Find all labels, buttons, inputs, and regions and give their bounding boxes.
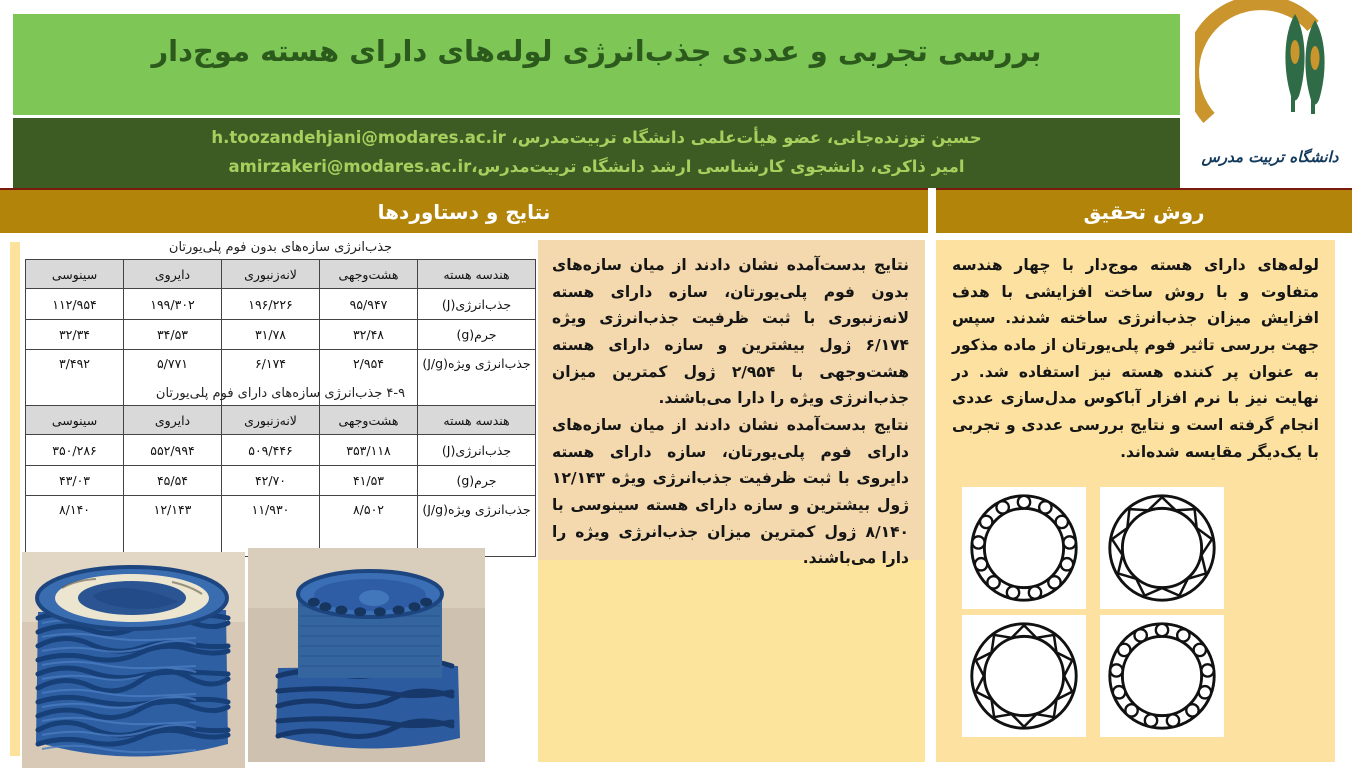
table-col-header: لانه‌زنبوری — [222, 260, 320, 289]
author-bar — [13, 118, 1180, 188]
table-cell: ۴۱/۵۳ — [320, 466, 418, 496]
table-cell: ۳۲/۴۸ — [320, 320, 418, 350]
tube-cross-section-circles-1 — [962, 487, 1086, 609]
photo-crushed-specimen-with-foam — [22, 552, 245, 768]
table-cell: ۴۵/۵۴ — [124, 466, 222, 496]
table-with-foam-title: ۴-۹ جذب‌انرژی سازه‌های دارای فوم پلی‌یورتان — [155, 386, 406, 401]
table-cell: ۳۵۳/۱۱۸ — [320, 435, 418, 466]
table-cell: ۸/۱۴۰ — [26, 496, 124, 557]
table-row-label: جذب‌انرژی ویژه(J/g) — [418, 496, 536, 557]
table-cell: ۳۴/۵۳ — [124, 320, 222, 350]
section-method-header: روش تحقیق — [936, 188, 1352, 233]
table-row-label: جذب‌انرژی ویژه(J/g) — [418, 350, 536, 411]
results-panel — [8, 238, 538, 762]
tube-cross-section-zigzag-3 — [962, 615, 1086, 737]
table-row — [26, 320, 536, 350]
poster-title-bar — [13, 14, 1180, 115]
university-logo-caption: دانشگاه تربیت مدرس — [1201, 148, 1339, 166]
table-cell: ۵۵۲/۹۹۴ — [124, 435, 222, 466]
tube-cross-section-zigzag-2 — [1100, 487, 1224, 609]
table-col-header: دایروی — [124, 260, 222, 289]
table-cell: ۲/۹۵۴ — [320, 350, 418, 411]
results-paragraph-1: نتایج بدست‌آمده نشان دادند از میان سازه‌های بدون فوم پلی‌یورتان، سازه دارای هسته لانه‌زنبوری با ثبت ظرفیت جذب‌انرژی ویژه ۶/۱۷۴ ژول بیشترین و سازه دارای هسته هشت‌وجهی با ۲/۹۵۴ ژول کمترین میزان جذب‌انرژی ویژه را دارا می‌باشند. — [552, 256, 909, 408]
table-cell: ۱۹۹/۳۰۲ — [124, 289, 222, 320]
results-text-panel — [538, 240, 925, 762]
table-row-label: جذب‌انرژی(J) — [418, 435, 536, 466]
table-row — [26, 435, 536, 466]
tarbiat-modares-logo-icon — [1195, 0, 1345, 150]
results-textbox — [538, 240, 925, 568]
table-cell: ۳۲/۳۴ — [26, 320, 124, 350]
table-col-header: هندسه هسته — [418, 260, 536, 289]
results-paragraph-2: نتایج بدست‌آمده نشان دادند از میان سازه‌های دارای فوم پلی‌یورتان، سازه دارای هسته دایروی با ثبت ظرفیت جذب‌انرژی ویژه ۱۲/۱۴۳ ژول بیشترین و سازه دارای هسته سینوسی با ۸/۱۴۰ ژول کمترین میزان جذب‌انرژی ویژه را دارا می‌باشند. — [552, 415, 909, 568]
university-logo — [1188, 0, 1352, 190]
method-paragraph: لوله‌های دارای هسته موج‌دار با چهار هندسه متفاوت و با روش ساخت افزایشی با هدف افزایش میزان جذب‌انرژی ساخته شدند. سپس جهت بررسی تاثیر فوم پلی‌یورتان از ماده مذکور به عنوان پر کننده هسته نیز استفاده شد. در نهایت نیز با نرم افزار آباکوس مدل‌سازی عددی انجام گرفته است و نتایج بررسی عددی و تجربی با یک‌دیگر مقایسه شده‌اند. — [952, 256, 1319, 461]
table-cell: ۹۵/۹۴۷ — [320, 289, 418, 320]
method-panel — [936, 240, 1335, 762]
table-cell: ۵۰۹/۴۴۶ — [222, 435, 320, 466]
table-cell: ۱۲/۱۴۳ — [124, 496, 222, 557]
table-row-label: جذب‌انرژی(J) — [418, 289, 536, 320]
table-row-label: جرم(g) — [418, 320, 536, 350]
table-col-header: سینوسی — [26, 406, 124, 435]
table-col-header: هشت‌وجهی — [320, 406, 418, 435]
poster-title: بررسی تجربی و عددی جذب‌انرژی لوله‌های دارای هسته موج‌دار — [151, 34, 1042, 68]
table-with-foam-block — [25, 386, 536, 557]
section-results-header: نتایج و دستاوردها — [0, 188, 928, 233]
table-col-header: هشت‌وجهی — [320, 260, 418, 289]
tube-cross-sections-grid — [962, 487, 1224, 745]
table-col-header: هندسه هسته — [418, 406, 536, 435]
tube-cross-section-circles-4 — [1100, 615, 1224, 737]
table-cell: ۱۱/۹۳۰ — [222, 496, 320, 557]
table-cell: ۳۱/۷۸ — [222, 320, 320, 350]
table-cell: ۴۳/۰۳ — [26, 466, 124, 496]
table-col-header: لانه‌زنبوری — [222, 406, 320, 435]
author-line-2: امیر ذاکری، دانشجوی کارشناسی ارشد دانشگاه تربیت‌مدرس،amirzakeri@modares.ac.ir — [228, 157, 965, 176]
table-cell: ۴۲/۷۰ — [222, 466, 320, 496]
table-row-label: جرم(g) — [418, 466, 536, 496]
table-row — [26, 289, 536, 320]
table-cell: ۳/۴۹۲ — [26, 350, 124, 411]
table-with-foam — [25, 405, 536, 557]
table-col-header: دایروی — [124, 406, 222, 435]
photo-crushed-specimen-without-foam — [248, 548, 485, 762]
author-line-1: حسین توزنده‌جانی، عضو هیأت‌علمی دانشگاه تربیت‌مدرس، h.toozandehjani@modares.ac.ir — [211, 128, 982, 147]
table-cell: ۶/۱۷۴ — [222, 350, 320, 411]
yellow-accent-strip — [10, 242, 20, 756]
table-cell: ۵/۷۷۱ — [124, 350, 222, 411]
table-cell: ۱۱۲/۹۵۴ — [26, 289, 124, 320]
table-cell: ۱۹۶/۲۲۶ — [222, 289, 320, 320]
table-row — [26, 466, 536, 496]
table-cell: ۳۵۰/۲۸۶ — [26, 435, 124, 466]
table-col-header: سینوسی — [26, 260, 124, 289]
table-no-foam-title: جذب‌انرژی سازه‌های بدون فوم پلی‌یورتان — [168, 240, 393, 255]
table-cell: ۸/۵۰۲ — [320, 496, 418, 557]
